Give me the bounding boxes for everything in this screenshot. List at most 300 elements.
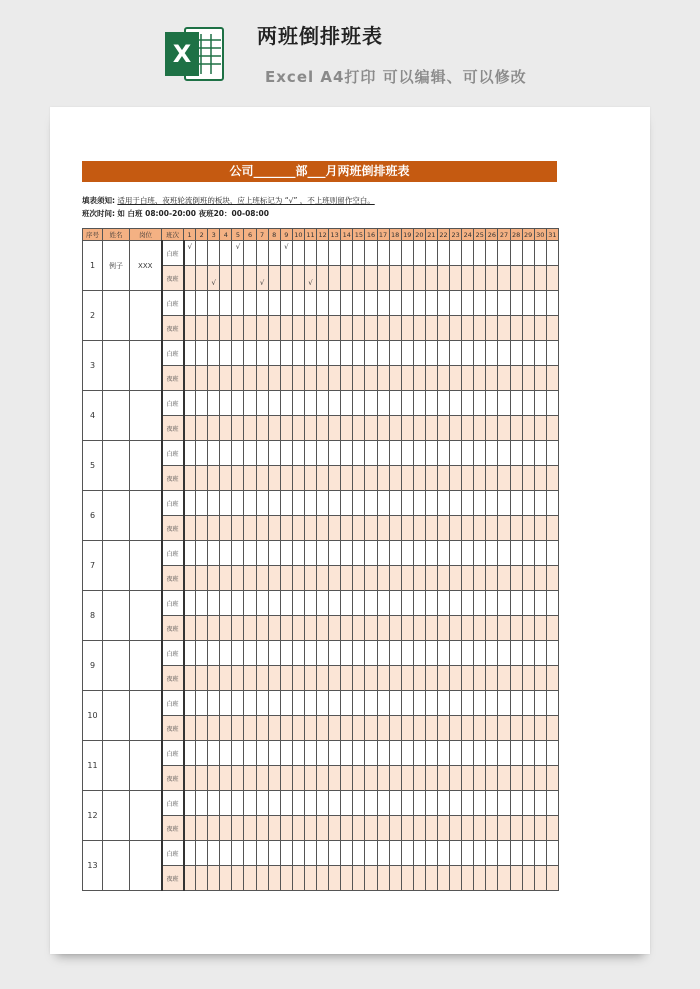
schedule-cell[interactable] (317, 766, 329, 791)
row-seq[interactable]: 11 (83, 741, 103, 791)
schedule-cell[interactable] (486, 591, 498, 616)
schedule-cell[interactable] (425, 791, 437, 816)
schedule-cell[interactable] (510, 741, 522, 766)
schedule-cell[interactable] (522, 241, 534, 266)
schedule-cell[interactable] (510, 791, 522, 816)
schedule-cell[interactable] (425, 666, 437, 691)
schedule-cell[interactable] (232, 266, 244, 291)
schedule-cell[interactable] (450, 866, 462, 891)
schedule-cell[interactable] (401, 816, 413, 841)
schedule-cell[interactable] (196, 791, 208, 816)
schedule-cell[interactable] (389, 791, 401, 816)
schedule-cell[interactable] (317, 841, 329, 866)
schedule-cell[interactable] (280, 591, 292, 616)
schedule-cell[interactable] (534, 466, 546, 491)
row-seq[interactable]: 2 (83, 291, 103, 341)
schedule-cell[interactable] (329, 391, 341, 416)
schedule-cell[interactable] (389, 541, 401, 566)
schedule-cell[interactable] (232, 666, 244, 691)
schedule-cell[interactable] (256, 366, 268, 391)
schedule-cell[interactable] (510, 816, 522, 841)
schedule-cell[interactable] (292, 816, 304, 841)
schedule-cell[interactable] (486, 841, 498, 866)
schedule-cell[interactable] (208, 541, 220, 566)
row-seq[interactable]: 4 (83, 391, 103, 441)
schedule-cell[interactable] (389, 816, 401, 841)
schedule-cell[interactable] (208, 266, 220, 291)
schedule-cell[interactable] (365, 541, 377, 566)
schedule-cell[interactable] (377, 541, 389, 566)
schedule-cell[interactable] (256, 466, 268, 491)
schedule-cell[interactable] (292, 366, 304, 391)
schedule-cell[interactable] (268, 816, 280, 841)
schedule-cell[interactable] (401, 666, 413, 691)
schedule-cell[interactable] (377, 641, 389, 666)
schedule-cell[interactable] (304, 641, 316, 666)
schedule-cell[interactable] (546, 291, 558, 316)
schedule-cell[interactable] (377, 691, 389, 716)
schedule-cell[interactable] (450, 816, 462, 841)
schedule-cell[interactable] (425, 816, 437, 841)
schedule-cell[interactable] (244, 266, 256, 291)
schedule-cell[interactable] (365, 741, 377, 766)
schedule-cell[interactable] (389, 866, 401, 891)
schedule-cell[interactable] (522, 416, 534, 441)
schedule-cell[interactable] (232, 366, 244, 391)
schedule-cell[interactable] (256, 441, 268, 466)
schedule-cell[interactable] (389, 591, 401, 616)
schedule-cell[interactable] (244, 466, 256, 491)
schedule-cell[interactable] (365, 491, 377, 516)
schedule-cell[interactable] (462, 841, 474, 866)
schedule-cell[interactable] (292, 866, 304, 891)
schedule-cell[interactable] (256, 816, 268, 841)
schedule-cell[interactable] (208, 791, 220, 816)
schedule-cell[interactable] (450, 591, 462, 616)
schedule-cell[interactable] (329, 241, 341, 266)
schedule-cell[interactable] (184, 766, 196, 791)
schedule-cell[interactable] (462, 366, 474, 391)
schedule-cell[interactable] (401, 741, 413, 766)
schedule-cell[interactable] (232, 316, 244, 341)
schedule-cell[interactable] (498, 316, 510, 341)
schedule-cell[interactable] (546, 741, 558, 766)
schedule-cell[interactable] (534, 816, 546, 841)
schedule-cell[interactable] (329, 641, 341, 666)
schedule-cell[interactable] (534, 566, 546, 591)
schedule-cell[interactable] (498, 266, 510, 291)
schedule-cell[interactable] (437, 541, 449, 566)
schedule-cell[interactable] (377, 391, 389, 416)
schedule-cell[interactable] (522, 816, 534, 841)
schedule-cell[interactable] (474, 341, 486, 366)
schedule-cell[interactable] (474, 766, 486, 791)
row-seq[interactable]: 6 (83, 491, 103, 541)
schedule-cell[interactable] (462, 716, 474, 741)
schedule-cell[interactable] (401, 541, 413, 566)
row-post[interactable] (130, 491, 162, 541)
schedule-cell[interactable] (220, 741, 232, 766)
schedule-cell[interactable] (280, 391, 292, 416)
schedule-cell[interactable] (377, 516, 389, 541)
schedule-cell[interactable] (329, 366, 341, 391)
schedule-cell[interactable] (365, 291, 377, 316)
schedule-cell[interactable] (196, 341, 208, 366)
schedule-cell[interactable] (546, 266, 558, 291)
schedule-cell[interactable] (184, 391, 196, 416)
schedule-cell[interactable] (401, 641, 413, 666)
schedule-cell[interactable] (546, 766, 558, 791)
schedule-cell[interactable] (401, 241, 413, 266)
schedule-cell[interactable] (462, 591, 474, 616)
schedule-cell[interactable] (437, 241, 449, 266)
schedule-cell[interactable] (184, 316, 196, 341)
schedule-cell[interactable] (377, 266, 389, 291)
row-post[interactable] (130, 641, 162, 691)
schedule-cell[interactable] (304, 816, 316, 841)
schedule-cell[interactable] (413, 341, 425, 366)
schedule-cell[interactable] (268, 841, 280, 866)
row-post[interactable] (130, 441, 162, 491)
schedule-cell[interactable] (317, 566, 329, 591)
schedule-cell[interactable] (522, 641, 534, 666)
schedule-cell[interactable] (280, 741, 292, 766)
schedule-cell[interactable] (425, 866, 437, 891)
schedule-cell[interactable] (365, 266, 377, 291)
schedule-cell[interactable] (184, 591, 196, 616)
schedule-cell[interactable] (280, 341, 292, 366)
schedule-cell[interactable] (220, 366, 232, 391)
schedule-cell[interactable] (353, 266, 365, 291)
schedule-cell[interactable] (196, 291, 208, 316)
schedule-cell[interactable] (474, 241, 486, 266)
schedule-cell[interactable] (353, 291, 365, 316)
schedule-cell[interactable] (304, 841, 316, 866)
schedule-cell[interactable] (184, 616, 196, 641)
schedule-cell[interactable] (437, 416, 449, 441)
schedule-cell[interactable] (244, 691, 256, 716)
schedule-cell[interactable] (365, 791, 377, 816)
schedule-cell[interactable] (304, 441, 316, 466)
schedule-cell[interactable] (534, 766, 546, 791)
schedule-cell[interactable] (280, 691, 292, 716)
schedule-cell[interactable] (522, 441, 534, 466)
schedule-cell[interactable] (401, 466, 413, 491)
schedule-cell[interactable] (546, 516, 558, 541)
schedule-cell[interactable] (317, 441, 329, 466)
schedule-cell[interactable] (268, 641, 280, 666)
schedule-cell[interactable] (329, 516, 341, 541)
schedule-cell[interactable] (196, 366, 208, 391)
schedule-cell[interactable] (425, 566, 437, 591)
row-seq[interactable]: 10 (83, 691, 103, 741)
schedule-cell[interactable] (256, 391, 268, 416)
schedule-cell[interactable] (268, 716, 280, 741)
schedule-cell[interactable] (256, 616, 268, 641)
schedule-cell[interactable] (365, 516, 377, 541)
schedule-cell[interactable] (341, 541, 353, 566)
schedule-cell[interactable] (450, 441, 462, 466)
schedule-cell[interactable] (220, 816, 232, 841)
schedule-cell[interactable] (341, 841, 353, 866)
schedule-cell[interactable] (353, 466, 365, 491)
schedule-cell[interactable] (184, 791, 196, 816)
schedule-cell[interactable] (244, 741, 256, 766)
schedule-cell[interactable] (450, 691, 462, 716)
schedule-cell[interactable] (256, 716, 268, 741)
schedule-cell[interactable] (474, 491, 486, 516)
schedule-cell[interactable] (365, 766, 377, 791)
schedule-cell[interactable] (450, 391, 462, 416)
schedule-cell[interactable] (304, 316, 316, 341)
schedule-cell[interactable] (244, 841, 256, 866)
schedule-cell[interactable] (546, 866, 558, 891)
schedule-cell[interactable] (462, 316, 474, 341)
schedule-cell[interactable] (353, 616, 365, 641)
schedule-cell[interactable] (450, 666, 462, 691)
schedule-cell[interactable] (437, 766, 449, 791)
schedule-cell[interactable] (498, 666, 510, 691)
schedule-cell[interactable] (196, 241, 208, 266)
schedule-cell[interactable] (365, 366, 377, 391)
schedule-cell[interactable] (184, 291, 196, 316)
schedule-cell[interactable] (462, 441, 474, 466)
schedule-cell[interactable] (220, 666, 232, 691)
schedule-cell[interactable] (292, 741, 304, 766)
schedule-cell[interactable] (546, 566, 558, 591)
schedule-cell[interactable] (474, 641, 486, 666)
schedule-cell[interactable] (341, 741, 353, 766)
schedule-cell[interactable] (498, 241, 510, 266)
schedule-cell[interactable] (413, 566, 425, 591)
schedule-cell[interactable] (510, 266, 522, 291)
schedule-cell[interactable] (546, 491, 558, 516)
schedule-cell[interactable] (292, 316, 304, 341)
schedule-cell[interactable] (268, 341, 280, 366)
schedule-cell[interactable] (498, 841, 510, 866)
schedule-cell[interactable] (304, 866, 316, 891)
schedule-cell[interactable] (462, 766, 474, 791)
schedule-cell[interactable] (184, 416, 196, 441)
schedule-cell[interactable] (437, 641, 449, 666)
schedule-cell[interactable] (462, 391, 474, 416)
schedule-cell[interactable] (425, 591, 437, 616)
schedule-cell[interactable] (329, 291, 341, 316)
schedule-cell[interactable] (462, 341, 474, 366)
schedule-cell[interactable] (389, 841, 401, 866)
schedule-cell[interactable] (208, 491, 220, 516)
schedule-cell[interactable] (341, 666, 353, 691)
schedule-cell[interactable] (437, 741, 449, 766)
schedule-cell[interactable] (365, 616, 377, 641)
schedule-cell[interactable] (437, 391, 449, 416)
schedule-cell[interactable] (268, 666, 280, 691)
schedule-cell[interactable] (450, 291, 462, 316)
schedule-cell[interactable] (353, 816, 365, 841)
schedule-cell[interactable] (329, 441, 341, 466)
schedule-cell[interactable] (546, 816, 558, 841)
schedule-cell[interactable] (437, 816, 449, 841)
schedule-cell[interactable] (317, 791, 329, 816)
schedule-cell[interactable] (256, 291, 268, 316)
schedule-cell[interactable] (220, 316, 232, 341)
schedule-cell[interactable] (317, 716, 329, 741)
schedule-cell[interactable] (486, 391, 498, 416)
schedule-cell[interactable] (377, 816, 389, 841)
schedule-cell[interactable] (546, 691, 558, 716)
row-name[interactable] (103, 541, 130, 591)
schedule-cell[interactable] (413, 366, 425, 391)
schedule-cell[interactable] (329, 691, 341, 716)
schedule-cell[interactable] (425, 516, 437, 541)
schedule-cell[interactable] (486, 741, 498, 766)
schedule-cell[interactable] (317, 316, 329, 341)
schedule-cell[interactable] (534, 541, 546, 566)
schedule-cell[interactable] (244, 791, 256, 816)
schedule-cell[interactable] (208, 366, 220, 391)
schedule-cell[interactable] (546, 366, 558, 391)
schedule-cell[interactable] (244, 716, 256, 741)
schedule-cell[interactable] (196, 716, 208, 741)
schedule-cell[interactable] (462, 416, 474, 441)
schedule-cell[interactable] (462, 241, 474, 266)
schedule-cell[interactable] (244, 541, 256, 566)
schedule-cell[interactable] (510, 366, 522, 391)
schedule-cell[interactable] (377, 791, 389, 816)
schedule-cell[interactable] (377, 766, 389, 791)
schedule-cell[interactable] (425, 766, 437, 791)
schedule-cell[interactable] (220, 541, 232, 566)
schedule-cell[interactable] (196, 766, 208, 791)
schedule-cell[interactable] (401, 366, 413, 391)
schedule-cell[interactable] (304, 491, 316, 516)
schedule-cell[interactable] (401, 791, 413, 816)
schedule-cell[interactable] (486, 466, 498, 491)
schedule-cell[interactable] (292, 416, 304, 441)
schedule-cell[interactable] (377, 366, 389, 391)
schedule-cell[interactable] (353, 691, 365, 716)
schedule-cell[interactable] (244, 291, 256, 316)
schedule-cell[interactable] (377, 566, 389, 591)
schedule-cell[interactable] (486, 666, 498, 691)
schedule-cell[interactable] (510, 766, 522, 791)
row-post[interactable] (130, 691, 162, 741)
schedule-cell[interactable] (522, 266, 534, 291)
row-post[interactable] (130, 341, 162, 391)
row-name[interactable] (103, 391, 130, 441)
schedule-cell[interactable] (220, 716, 232, 741)
schedule-cell[interactable] (268, 266, 280, 291)
schedule-cell[interactable] (450, 541, 462, 566)
schedule-cell[interactable] (401, 441, 413, 466)
schedule-cell[interactable] (244, 316, 256, 341)
schedule-cell[interactable] (244, 616, 256, 641)
schedule-cell[interactable] (304, 266, 316, 291)
schedule-cell[interactable] (304, 366, 316, 391)
schedule-cell[interactable] (510, 466, 522, 491)
schedule-cell[interactable] (184, 841, 196, 866)
schedule-cell[interactable] (232, 691, 244, 716)
schedule-cell[interactable] (389, 291, 401, 316)
schedule-cell[interactable] (462, 266, 474, 291)
schedule-cell[interactable] (268, 391, 280, 416)
schedule-cell[interactable] (184, 491, 196, 516)
schedule-cell[interactable] (329, 591, 341, 616)
schedule-cell[interactable] (413, 816, 425, 841)
schedule-cell[interactable] (486, 366, 498, 391)
schedule-cell[interactable] (401, 716, 413, 741)
schedule-cell[interactable] (317, 391, 329, 416)
schedule-cell[interactable] (232, 491, 244, 516)
schedule-cell[interactable] (474, 316, 486, 341)
schedule-cell[interactable] (280, 766, 292, 791)
schedule-cell[interactable] (304, 466, 316, 491)
schedule-cell[interactable] (353, 591, 365, 616)
schedule-cell[interactable] (377, 666, 389, 691)
schedule-cell[interactable] (304, 616, 316, 641)
schedule-cell[interactable] (462, 666, 474, 691)
schedule-cell[interactable] (304, 241, 316, 266)
schedule-cell[interactable] (365, 391, 377, 416)
schedule-cell[interactable] (220, 616, 232, 641)
schedule-cell[interactable] (256, 766, 268, 791)
schedule-cell[interactable] (232, 441, 244, 466)
schedule-cell[interactable] (498, 616, 510, 641)
schedule-cell[interactable] (498, 791, 510, 816)
schedule-cell[interactable] (268, 241, 280, 266)
schedule-cell[interactable] (184, 266, 196, 291)
row-post[interactable]: XXX (130, 241, 162, 291)
schedule-cell[interactable] (208, 316, 220, 341)
schedule-cell[interactable] (196, 516, 208, 541)
schedule-cell[interactable] (498, 491, 510, 516)
schedule-cell[interactable] (389, 416, 401, 441)
schedule-cell[interactable] (365, 241, 377, 266)
schedule-cell[interactable] (534, 366, 546, 391)
schedule-cell[interactable] (486, 241, 498, 266)
schedule-cell[interactable] (208, 391, 220, 416)
schedule-cell[interactable] (196, 541, 208, 566)
schedule-cell[interactable] (341, 766, 353, 791)
schedule-cell[interactable] (437, 266, 449, 291)
schedule-cell[interactable] (365, 841, 377, 866)
schedule-cell[interactable] (389, 266, 401, 291)
schedule-cell[interactable] (208, 591, 220, 616)
schedule-cell[interactable] (486, 791, 498, 816)
schedule-cell[interactable] (377, 416, 389, 441)
schedule-cell[interactable] (522, 666, 534, 691)
schedule-cell[interactable] (184, 341, 196, 366)
schedule-cell[interactable] (317, 866, 329, 891)
schedule-cell[interactable] (244, 816, 256, 841)
schedule-cell[interactable] (462, 466, 474, 491)
schedule-cell[interactable] (353, 391, 365, 416)
schedule-cell[interactable] (413, 241, 425, 266)
schedule-cell[interactable] (437, 291, 449, 316)
row-post[interactable] (130, 541, 162, 591)
schedule-cell[interactable] (268, 691, 280, 716)
schedule-cell[interactable] (232, 816, 244, 841)
schedule-cell[interactable] (268, 541, 280, 566)
schedule-cell[interactable] (341, 866, 353, 891)
schedule-cell[interactable] (425, 616, 437, 641)
schedule-cell[interactable] (329, 491, 341, 516)
schedule-cell[interactable] (268, 741, 280, 766)
schedule-cell[interactable] (184, 741, 196, 766)
schedule-cell[interactable] (389, 566, 401, 591)
schedule-cell[interactable] (208, 741, 220, 766)
schedule-cell[interactable] (220, 416, 232, 441)
